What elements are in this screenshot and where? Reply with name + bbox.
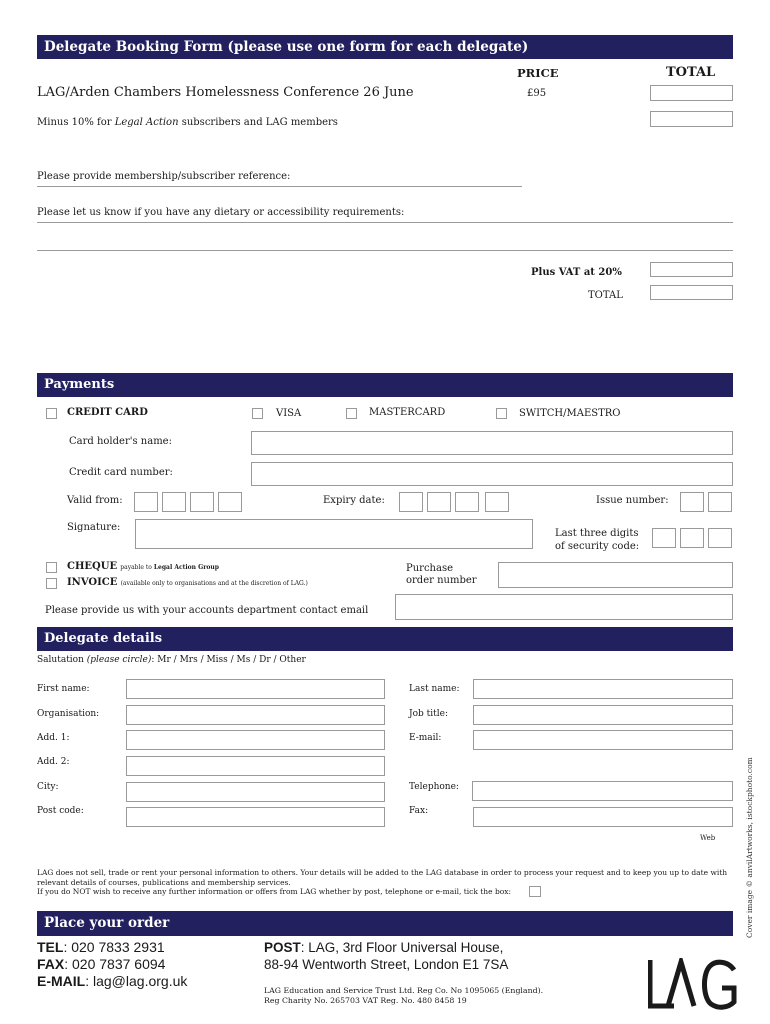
security-digit-3[interactable] xyxy=(708,528,732,548)
post-code-label: Post code: xyxy=(37,806,84,816)
dietary-input-line-1[interactable] xyxy=(37,222,733,223)
email-field[interactable] xyxy=(473,730,733,750)
salutation-label: Salutation (please circle): Mr / Mrs / Miss / Ms / Dr / Other xyxy=(37,655,306,665)
delegate-details-header: Delegate details xyxy=(37,627,733,651)
grand-total-field[interactable] xyxy=(650,285,733,300)
expiry-digit-4[interactable] xyxy=(485,492,509,512)
organisation-label: Organisation: xyxy=(37,709,100,719)
address-1-field[interactable] xyxy=(126,730,385,750)
fax-label: Fax: xyxy=(409,806,429,816)
dietary-label: Please let us know if you have any dietary or accessibility requirements: xyxy=(37,207,405,218)
booking-form-header: Delegate Booking Form (please use one form for each delegate) xyxy=(37,35,733,59)
vat-label: Plus VAT at 20% xyxy=(531,267,622,278)
valid-from-digit-2[interactable] xyxy=(162,492,186,512)
invoice-checkbox[interactable] xyxy=(46,578,57,589)
cover-image-credit: Cover image © anvilArtworks, istockphoto.com xyxy=(745,757,754,938)
total-column-header: TOTAL xyxy=(666,65,716,80)
card-number-field[interactable] xyxy=(251,462,733,486)
visa-checkbox[interactable] xyxy=(252,408,263,419)
purchase-order-field[interactable] xyxy=(498,562,733,588)
city-label: City: xyxy=(37,782,59,792)
email-contact: E-MAIL: lag@lag.org.uk xyxy=(37,973,188,989)
mastercard-checkbox[interactable] xyxy=(346,408,357,419)
issue-digit-1[interactable] xyxy=(680,492,704,512)
event-total-field[interactable] xyxy=(650,85,733,101)
last-name-label: Last name: xyxy=(409,684,460,694)
card-holder-label: Card holder's name: xyxy=(69,436,172,447)
first-name-field[interactable] xyxy=(126,679,385,699)
signature-field[interactable] xyxy=(135,519,533,549)
legal-info: LAG Education and Service Trust Ltd. Reg Co. No 1095065 (England). Reg Charity No. 265703 VAT Reg. No. 480 8458 19 xyxy=(264,986,544,1005)
last-name-field[interactable] xyxy=(473,679,733,699)
fax-contact: FAX: 020 7837 6094 xyxy=(37,956,166,972)
valid-from-label: Valid from: xyxy=(67,495,123,506)
city-field[interactable] xyxy=(126,782,385,802)
valid-from-digit-1[interactable] xyxy=(134,492,158,512)
event-price: £95 xyxy=(527,88,547,99)
credit-card-checkbox[interactable] xyxy=(46,408,57,419)
telephone-field[interactable] xyxy=(472,781,733,801)
issue-digit-2[interactable] xyxy=(708,492,732,512)
cheque-label: CHEQUE payable to Legal Action Group xyxy=(67,561,219,572)
expiry-digit-2[interactable] xyxy=(427,492,451,512)
vat-field[interactable] xyxy=(650,262,733,277)
expiry-label: Expiry date: xyxy=(323,495,385,506)
accounts-email-label: Please provide us with your accounts department contact email xyxy=(45,605,369,616)
event-name: LAG/Arden Chambers Homelessness Conference 26 June xyxy=(37,85,414,100)
issue-number-label: Issue number: xyxy=(596,495,669,506)
payments-header: Payments xyxy=(37,373,733,397)
job-title-label: Job title: xyxy=(409,709,448,719)
security-digit-2[interactable] xyxy=(680,528,704,548)
credit-card-label: CREDIT CARD xyxy=(67,407,148,418)
membership-input-line[interactable] xyxy=(37,186,522,187)
membership-label: Please provide membership/subscriber reference: xyxy=(37,171,291,182)
discount-total-field[interactable] xyxy=(650,111,733,127)
postal-address: POST: LAG, 3rd Floor Universal House, 88-94 Wentworth Street, London E1 7SA xyxy=(264,940,509,972)
lag-logo xyxy=(648,958,738,1014)
address-1-label: Add. 1: xyxy=(37,733,70,743)
address-2-label: Add. 2: xyxy=(37,757,70,767)
dietary-input-line-2[interactable] xyxy=(37,250,733,251)
invoice-label: INVOICE (available only to organisations and at the discretion of LAG.) xyxy=(67,577,308,588)
contact-block xyxy=(37,939,187,990)
discount-label: Minus 10% for Legal Action subscribers and LAG members xyxy=(37,117,338,128)
signature-label: Signature: xyxy=(67,522,121,533)
organisation-field[interactable] xyxy=(126,705,385,725)
valid-from-digit-3[interactable] xyxy=(190,492,214,512)
cheque-checkbox[interactable] xyxy=(46,562,57,573)
expiry-digit-3[interactable] xyxy=(455,492,479,512)
place-order-header: Place your order xyxy=(37,911,733,936)
mastercard-label: MASTERCARD xyxy=(369,407,446,418)
first-name-label: First name: xyxy=(37,684,90,694)
security-digit-1[interactable] xyxy=(652,528,676,548)
expiry-digit-1[interactable] xyxy=(399,492,423,512)
price-column-header: PRICE xyxy=(517,66,559,80)
job-title-field[interactable] xyxy=(473,705,733,725)
web-label: Web xyxy=(700,834,716,842)
telephone-contact: TEL: 020 7833 2931 xyxy=(37,939,165,955)
telephone-label: Telephone: xyxy=(409,782,459,792)
visa-label: VISA xyxy=(276,408,302,419)
security-code-label: Last three digits of security code: xyxy=(555,528,640,552)
opt-out-checkbox[interactable] xyxy=(529,886,541,897)
address-2-field[interactable] xyxy=(126,756,385,776)
switch-maestro-label: SWITCH/MAESTRO xyxy=(519,408,621,419)
accounts-email-field[interactable] xyxy=(395,594,733,620)
post-code-field[interactable] xyxy=(126,807,385,827)
valid-from-digit-4[interactable] xyxy=(218,492,242,512)
switch-maestro-checkbox[interactable] xyxy=(496,408,507,419)
grand-total-label: TOTAL xyxy=(588,290,623,301)
privacy-notice: LAG does not sell, trade or rent your personal information to others. Your details will be added to the LAG database in order to process your request and to keep you up to date with relevant details of courses, publications and membership services. If you do NOT wish to receive any further information or offers from LAG whether by post, telephone or e-mail, tick the box: xyxy=(37,868,728,896)
card-holder-field[interactable] xyxy=(251,431,733,455)
card-number-label: Credit card number: xyxy=(69,467,173,478)
fax-field[interactable] xyxy=(473,807,733,827)
email-label: E-mail: xyxy=(409,733,442,743)
purchase-order-label: Purchase order number xyxy=(406,563,477,586)
